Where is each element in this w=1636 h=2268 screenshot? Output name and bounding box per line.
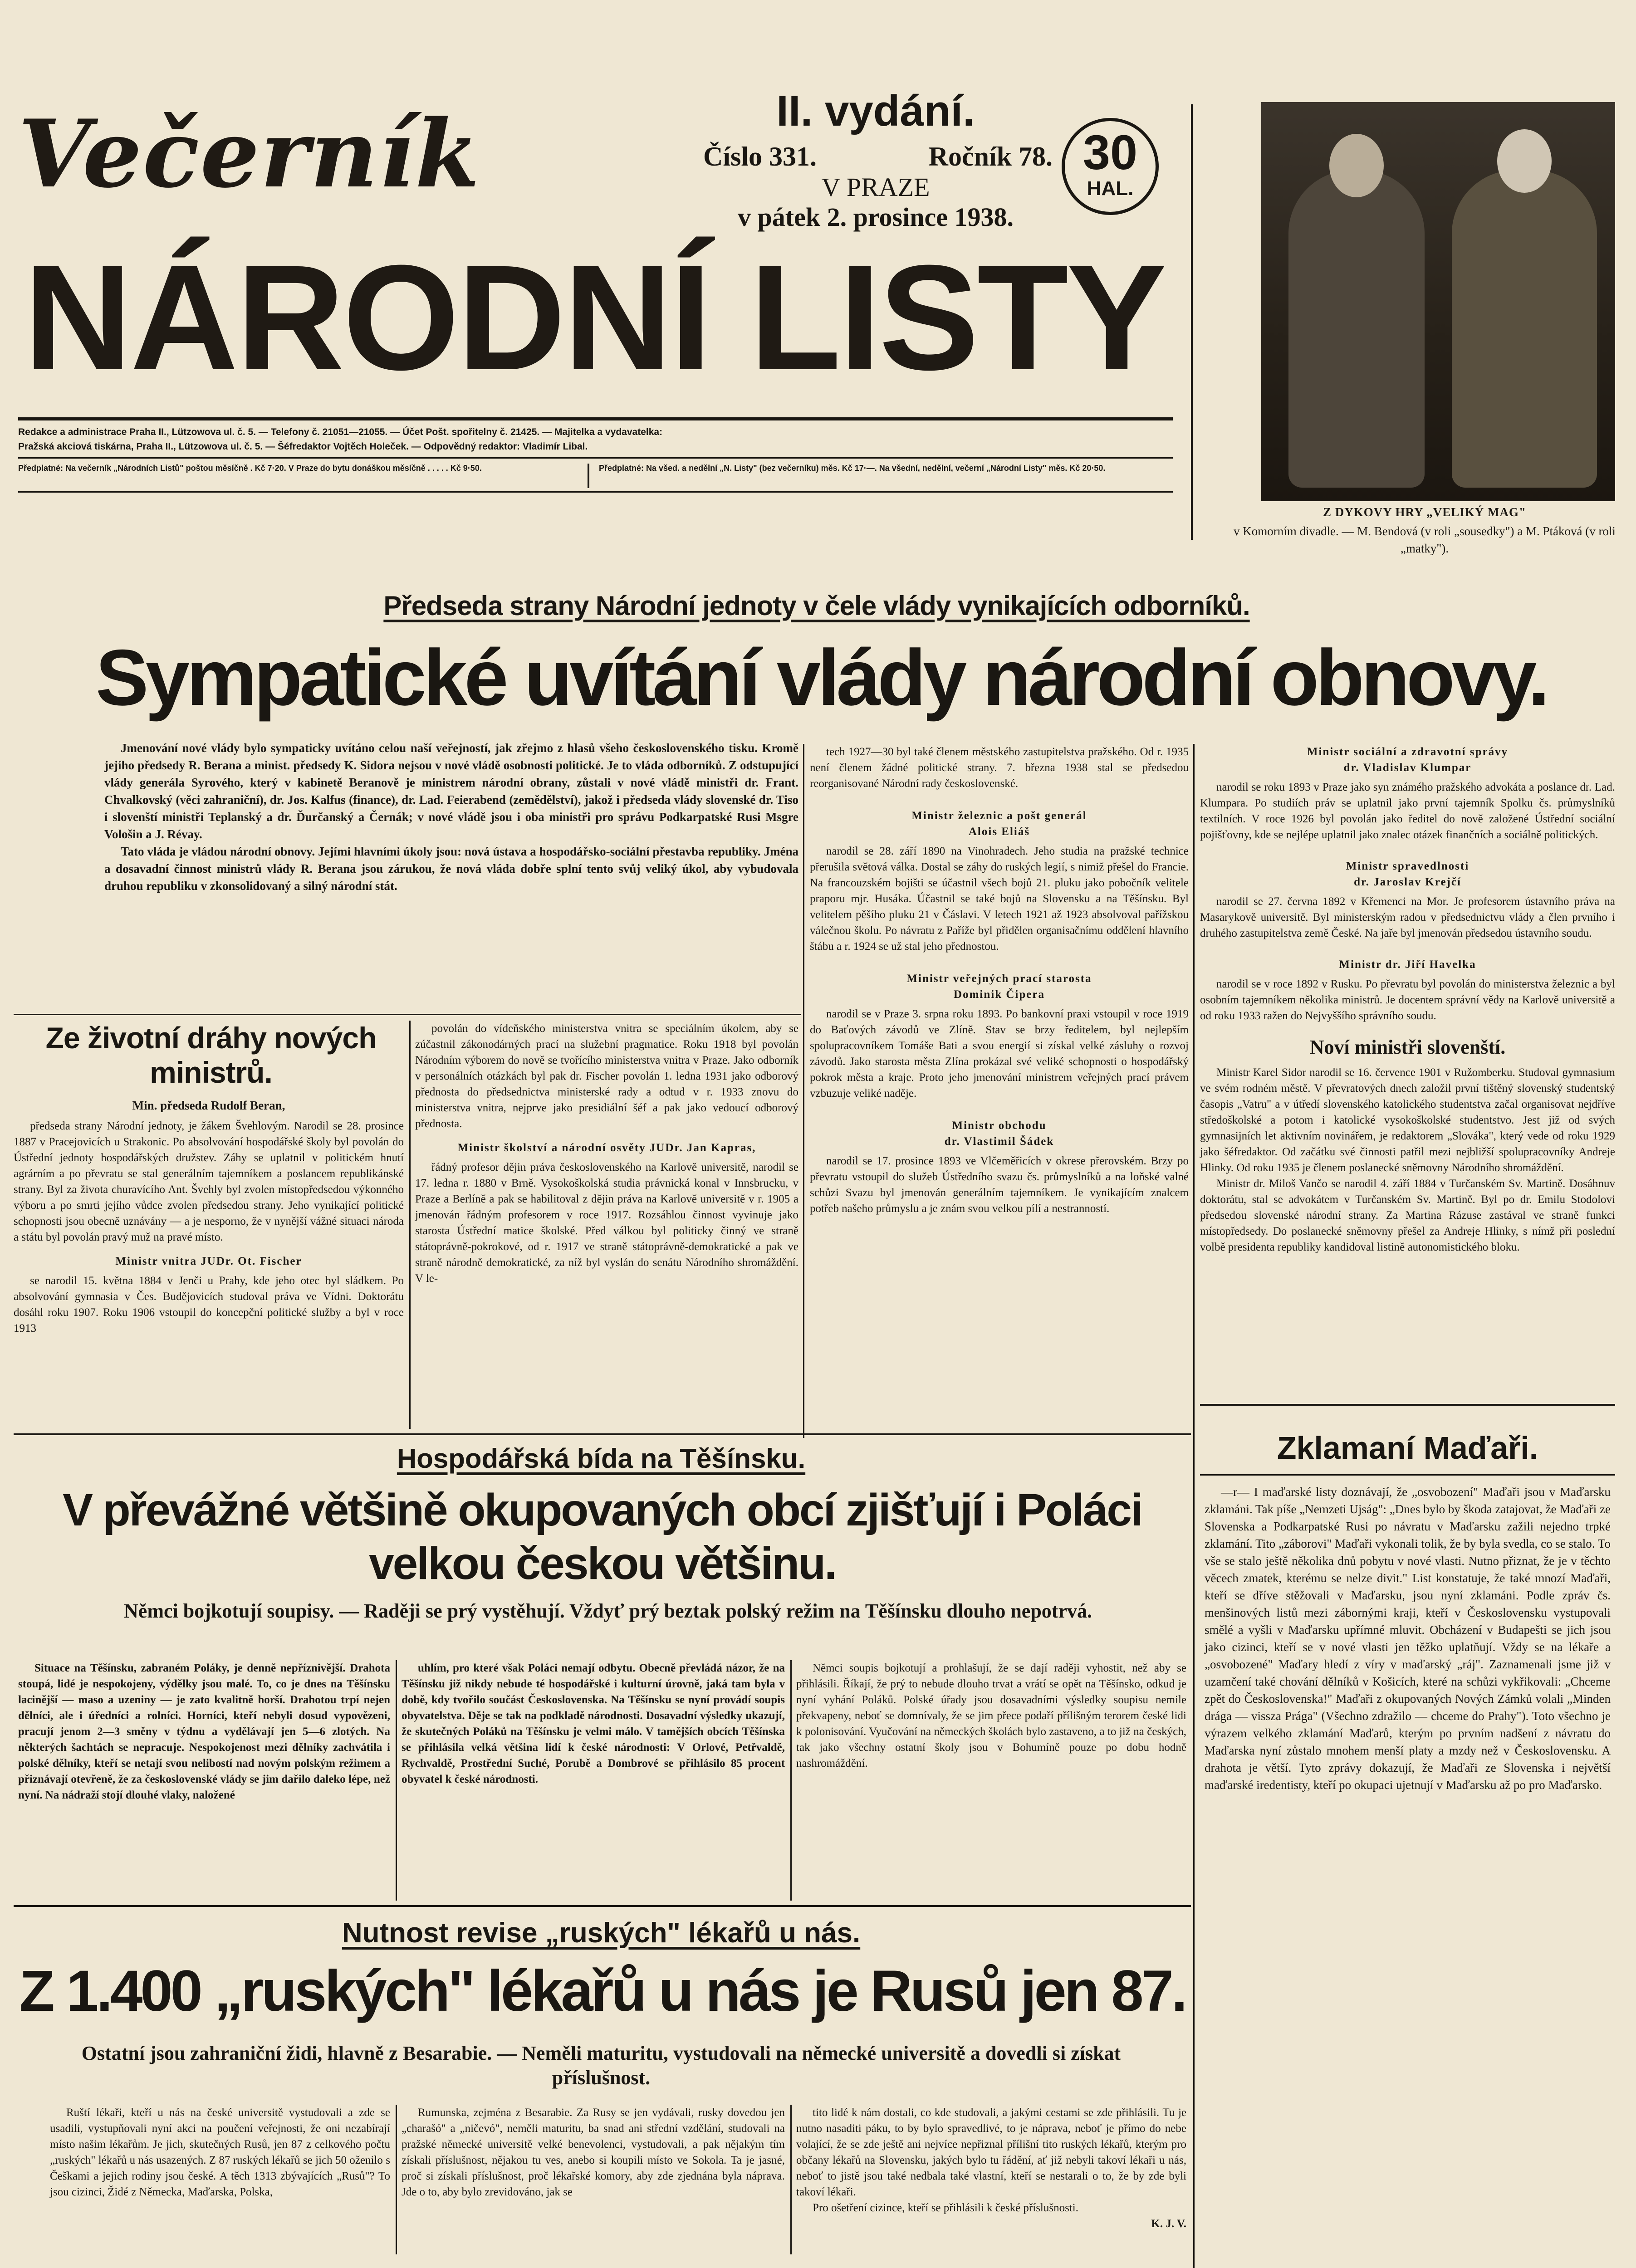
edition-label: II. vydání. — [776, 87, 975, 135]
imprint-line-1: Redakce a administrace Praha II., Lützowova ul. č. 5. — Telefony č. 21051—21055. — Účet Pošt. spořitelny č. 21425. — Majitelka a vydavatelka: — [18, 427, 663, 437]
lekari-col3-text: tito lidé k nám dostali, co kde studovali, a jakými cestami se zde přihlásili. Tu je nutno nasaditi páku, to by bylo spravedlivé, to je náprava, neboť je přímo do nebe volající, že se zde ještě ani nejvíce nepřiznal přílišní tito ruských lékařů, kterým pro občany lékařů na Slovensku, jakých bylo tu řádění, ať již nebyli takoví lékaři u nás, neboť to jistě jsou také nedbala také vlastní, kteří se nestarali o to, že by zde byli takoví lékaři. — [796, 2107, 1186, 2198]
zivot-col1 — [14, 1098, 404, 1336]
havelka-heading: Ministr dr. Jiří Havelka — [1339, 958, 1476, 971]
kapras-text: řádný profesor dějin práva československého na Karlově universitě, narodil se 17. ledna r. 1880 v Brně. Vysokoškolská studia právnická konal v Innsbrucku, v Praze a Berlíně a pak se habilitoval z dějin práva na Karlově universitě v r. 1905 a jmenován řádným profesorem v roce 1917. Rozsáhlou činnost vyvinuje jako starosta Ústřední matice školské. Před válkou byl politicky činný ve straně státoprávně-pokrokové, od r. 1917 ve straně státoprávně-demokratické a pak ve straně národně demokratické, za níž byl vyslán do senátu Národního shromáždění. V le- — [415, 1161, 798, 1285]
krejci-text: narodil se 27. června 1892 v Křemenci na Mor. Je profesorem ústavního práva na Masarykově universitě. Byl ministerským radou v předsednictvu vlády a člen prvního i druhého zastupitelstva země České. Na jaře byl jmenován předsedou ústavního soudu. — [1200, 895, 1615, 939]
kapras-heading: Ministr školství a národní osvěty JUDr. Jan Kapras, — [457, 1142, 756, 1154]
tesin-col3 — [796, 1660, 1186, 1771]
tesin-col2-text: uhlím, pro které však Poláci nemají odbytu. Obecně převládá názor, že na Těšínsku již nikdy nebude té hospodářské i kulturní úrovně, jaká tam byla v době, kdy tvořilo součást Československa. Na Těšínsku se nyní provádí soupis obyvatelstva. Děje se tak na podkladě národnosti. Dosavadní výsledky ukazují, že skutečných Poláků na Těšínsku je velmi málo. V tamějších obcích Těšínska se přihlásila velká většina lidí k české národnosti: V Orlové, Petřvaldě, Rychvaldě, Prostřední Suché, Porubě a Dombrové se přihlásilo 85 procent obyvatel k české národnosti. — [402, 1662, 785, 1785]
photo-figure-left-head — [1329, 134, 1384, 197]
zivot-col2 — [415, 1021, 798, 1286]
lekari-deck: Ostatní jsou zahraniční židi, hlavně z Besarabie. — Neměli maturitu, vystudovali na německé universitě a dovedli si získat příslušnost. — [81, 2042, 1121, 2089]
masthead — [18, 86, 1175, 562]
klumpar-text: narodil se roku 1893 v Praze jako syn známého pražského advokáta a poslance dr. Lad. Klumpara. Po studiích práv se uplatnil jako první tajemník Spolku čs. průmyslníků textilních. V roce 1926 byl povolán jako ředitel do nově založené Ústřední sociální pojišťovny, kde se nejlépe uplatnil jako znalec otázek finančních a sociálně politických. — [1200, 781, 1615, 841]
cipera-text: narodil se v Praze 3. srpna roku 1893. Po bankovní praxi vstoupil v roce 1919 do Baťových závodů ve Zlíně. Stav se brzy ředitelem, byl nejlepším spolupracovníkem Tomáše Bati a svou energií si získal velké zásluhy o rozvoj závodů. Jako starosta města Zlína prokázal své veliké schopnosti o hospodářský pokrok města a kraje. Proto jeho jmenování ministrem veřejných prací právem vzbuzuje veliké naděje. — [810, 1008, 1189, 1100]
price-value: 30 — [1083, 125, 1138, 180]
cipera-heading-2: Dominik Čipera — [954, 988, 1045, 1001]
photo-caption-text: v Komorním divadle. — M. Bendová (v roli „sousedky") a M. Ptáková (v roli „matky"). — [1234, 524, 1616, 555]
divider-lekari-1 — [396, 2105, 397, 2254]
lekari-col2 — [402, 2105, 785, 2200]
cipera-heading-1: Ministr veřejných prací starosta — [906, 973, 1092, 985]
vanco-text: Ministr dr. Miloš Vančo se narodil 4. září 1884 v Turčanském Sv. Martině. Dosáhnuv doktorátu, stal se advokátem v Turčanském Sv. Martině. Byl po dr. Emilu Stodolovi předsedou slovenské národní strany. Za Martina Rázuse zastával ve straně funkci místopředsedy. Do poslanecké sněmovny přešel za Andreje Hlinky, s nímž při poslední volbě presidenta republiky kandidoval listině autonomistického bloku. — [1200, 1178, 1615, 1253]
price-badge — [1062, 118, 1159, 215]
tesin-col3-text: Němci soupis bojkotují a prohlašují, že se dají raději vyhostit, než aby se přihlásili. Říkají, že prý to nebude dlouho trvat a vrátí se opět na Těšínsko, odkud je nyní vyhání Poláků. Polské úřady jsou dosavadními výsledky soupisu nemile překvapeny, neboť se domnívaly, že se jim přece podaří přílišným terorem české lidi k polonisování. Vyučování na německých školách bylo zastaveno, a to již na českých, tak jako všechny ostatní školy jsou v Bohumíně pouze po dobu hodně nashromáždění. — [796, 1662, 1186, 1769]
lekari-signature: K. J. V. — [1151, 2218, 1186, 2230]
masthead-rule-bottom — [18, 491, 1173, 493]
elias-text: narodil se 28. září 1890 na Vinohradech. Jeho studia na pražské technice přerušila světová válka. Dostal se záhy do ruských legií, s nimiž přešel do Francie. Na francouzském bojišti se účastnil všech bojů 21. pluku jako pobočník velitele praporu mjr. Husáka. Účastnil se také bojů na Slovensku a na Těšínsku. Byl velitelem pěšího pluku 21 v Čáslavi. V letech 1921 až 1923 absolvoval pařížskou válečnou školu. Po návratu z Paříže byl přidělen organisačnímu oddělení hlavního štábu a r. 1924 se už stal jeho přednostou. — [810, 845, 1189, 953]
sadek-heading-1: Ministr obchodu — [952, 1119, 1047, 1132]
lekari-col1 — [50, 2105, 390, 2200]
divider-madari-left — [1193, 1424, 1195, 2268]
issue-number: Číslo 331. — [703, 142, 817, 171]
divider-col3-col4 — [1193, 744, 1195, 1438]
rule-above-madari — [1200, 1404, 1615, 1406]
divider-lead-col3 — [803, 744, 804, 1438]
lekari-kicker: Nutnost revise „ruských" lékařů u nás. — [342, 1917, 861, 1949]
klumpar-heading-2: dr. Vladislav Klumpar — [1343, 762, 1472, 774]
lekari-col2-text: Rumunska, zejména z Besarabie. Za Rusy se jen vydávali, rusky dovedou jen „charašó" a „ničevó", neměli maturitu, ba snad ani střední vzdělání, studovali na pražské německé universitě velké benevolenci, vystudovali, a pak nějakým tím získali příslušnost, nějakou tu ves, anebo si koupili místo ve Sokola. Ta je jasné, proč si získali příslušnost, proč lékařské komory, aby zde zjednána byla náprava. Jde o to, aby bylo zrevidováno, jak se — [402, 2107, 785, 2198]
krejci-heading-1: Ministr spravedlnosti — [1346, 860, 1469, 872]
tesin-kicker: Hospodářská bída na Těšínsku. — [397, 1443, 806, 1474]
beran-heading: Min. předseda Rudolf Beran, — [132, 1099, 285, 1112]
volume-number: Ročník 78. — [928, 142, 1053, 171]
price-unit: HAL. — [1087, 177, 1134, 200]
elias-heading-1: Ministr železnic a pošt generál — [911, 810, 1087, 822]
lekari-headline: Z 1.400 „ruských" lékařů u nás je Rusů jen 87. — [19, 1959, 1185, 2024]
lead-intro — [104, 739, 798, 894]
rule-above-lekari — [14, 1905, 1191, 1907]
issue-date: v pátek 2. prosince 1938. — [738, 202, 1014, 232]
masthead-rule-mid — [18, 457, 1173, 459]
photo-caption-title: Z DYKOVY HRY „VELIKÝ MAG" — [1323, 505, 1527, 519]
lekari-col3 — [796, 2105, 1186, 2232]
rule-below-madari-heading — [1200, 1474, 1615, 1476]
masthead-main-title: NÁRODNÍ LISTY — [24, 234, 1165, 401]
sadek-text: narodil se 17. prosince 1893 ve Vlčeměřicích v okrese přerovském. Brzy po převratu vstoupil do služeb Ústředního svazu čs. průmyslníků a na loňské valné schůzi Svazu byl jmenován generálním tajemníkem. Je vynikajícím znalcem potřeb našeho průmyslu a je znám svou velkou pílí a nestranností. — [810, 1155, 1189, 1215]
theatre-photo — [1261, 102, 1615, 501]
masthead-script-title: Večerník — [18, 100, 480, 209]
tesin-col2 — [402, 1660, 785, 1787]
ministers-col4 — [1200, 744, 1615, 1255]
beran-text: předseda strany Národní jednoty, je žákem Švehlovým. Narodil se 28. prosince 1887 v Pracejovicích u Strakonic. Po absolvování hospodářské školy byl povolán do Ústřední jednoty hospodářských družstev. Záhy se uplatnil v politickém hnutí agrárním a po převratu se stal generálním tajemníkem a poslancem republikánské strany. Byl za života churavícího Ant. Švehly byl zvolen místopředsedou výkonného výboru a po smrti jejího vůdce zvolen předsedou strany. Jeho vynikající politické schopnosti jsou obecně uznávány — a je nesporno, že v nynější vážné situaci národa a státu byl povolán pravý muž na pravé místo. — [14, 1120, 404, 1243]
klumpar-heading-1: Ministr sociální a zdravotní správy — [1307, 746, 1509, 758]
divider-lekari-2 — [790, 2105, 792, 2254]
tesin-deck: Němci bojkotují soupisy. — Raději se prý vystěhují. Vždyť prý beztak polský režim na Těšínsku dlouho nepotrvá. — [124, 1600, 1092, 1622]
masthead-rule-top — [18, 417, 1173, 420]
sidor-text: Ministr Karel Sidor narodil se 16. července 1901 v Ružomberku. Studoval gymnasium ve svém rodném městě. V převratových dnech založil první tištěný slovenský studentský časopis „Vatru" a v útředí slovenského katolického studentstva začal organisovat nejdříve středoškolské a potom i katolické vysokoškolské studentstvo. Jest již od svých gymnasijních let aktivním novinářem, je redaktorem „Slováka", který vede od roku 1929 jako šéfredaktor. Od začátku své činnosti patřil mezi nejbližší spolupracovníky Andreje Hlinky. Od roku 1935 je členem poslanecké sněmovny Národního shromáždění. — [1200, 1066, 1615, 1174]
subscription-2: Předplatné: Na všed. a nedělní „N. Listy" (bez večerníku) měs. Kč 17·—. Na všední, nedělní, večerní „Národní Listy" měs. Kč 20·50. — [599, 464, 1106, 473]
lekari-col3-end: Pro ošetření cizince, kteří se přihlásili k české příslušnosti. — [813, 2202, 1078, 2214]
imprint-line-2: Pražská akciová tiskárna, Praha II., Lützowova ul. č. 5. — Šéfredaktor Vojtěch Holeček. — Odpovědný redaktor: Vladimír Libal. — [18, 441, 588, 452]
tesin-col1 — [18, 1660, 390, 1803]
krejci-heading-2: dr. Jaroslav Krejčí — [1354, 876, 1461, 888]
madari-heading: Zklamaní Maďaři. — [1277, 1430, 1538, 1466]
tesin-headline: V převážné většině okupovaných obcí zjišťují i Poláci velkou českou většinu. — [63, 1485, 1142, 1589]
city: V PRAZE — [821, 172, 930, 202]
photo-column-divider — [1191, 104, 1193, 540]
lead-kicker: Předseda strany Národní jednoty v čele vlády vynikajících odborníků. — [383, 591, 1250, 621]
subscription-divider — [588, 464, 589, 488]
rule-above-tesin — [14, 1433, 1191, 1435]
fischer-text: se narodil 15. května 1884 v Jenči u Prahy, kde jeho otec byl sládkem. Po absolvování gymnasia v Čes. Budějovicích studoval práva ve Vídni. Doktorátu dosáhl roku 1907. Roku 1906 vstoupil do koncepční politické služby a byl v roce 1913 — [14, 1275, 404, 1334]
photo-figure-right-head — [1497, 129, 1552, 193]
divider-zivot-cols — [409, 1021, 411, 1429]
zivot-heading: Ze životní dráhy nových ministrů. — [45, 1021, 377, 1089]
ministers-col3 — [810, 744, 1189, 1217]
divider-tesin-1 — [396, 1660, 397, 1901]
rule-above-zivot — [14, 1014, 801, 1015]
photo-figure-left — [1288, 170, 1425, 488]
madari-col — [1205, 1483, 1611, 1794]
lead-headline: Sympatické uvítání vlády národní obnovy. — [95, 634, 1547, 722]
madari-text: —r— I maďarské listy doznávají, že „osvobození" Maďaři jsou v Maďarsku zklamáni. Tak píše „Nemzeti Ujság": „Dnes bylo by škoda zatajovat, že Maďaři ze Slovenska a Podkarpatské Rusi po návratu v Maďarsku zažili nejedno trpké zklamání. Tito „záborovi" Maďaři vykonali tolik, že by byla svedla, co se stalo. To vše se stalo ještě několika dnů pobytu v nové vlasti. Nutno přiznat, že je v těchto věcech zmatek, kterému se nelze divit." List konstatuje, že také mnozí Maďaři, kteří se dříve stěžovali v Maďarsku, jsou nyní zklamáni. Podle zpráv čs. menšinových listů mezi zábornými kraji, kteří v Československu vystupovali smělé a vyšli v Maďarsku upřímné mluvit. Obcházení v Budapešti se jich jsou jako cizinci, kteří se v nové vlasti jen těžko uplatňují. Vždy se na lékaře a „osvobozené" Maďary hledí z víry v maďarský „ráj". Zaznamenali jsme již v uzamčení také chování dělníků v Košicích, které na schůzi vykřikovali: „Chceme zpět do Československa!" Maďaři z okupovaných Nových Zámků volali „Minden drága — vissza Prága" (Všechno zdražilo — chceme do Prahy"). Toto všechno je výrazem velkého zklamání Maďarů, kterým po prvním nadšení z návratu do Maďarska nyní zůstalo mnohem menší platy a mzdy než v Československu. A drahota je větší. Tyto zprávy dokazují, že Maďaři ze Slovenska i největší maďarské iredentisty, kteří po okupaci ujetnují v Maďarsku až po pro Maďarsko. — [1205, 1485, 1611, 1792]
divider-tesin-2 — [790, 1660, 792, 1901]
slovak-ministers-heading: Noví ministři slovenští. — [1309, 1036, 1506, 1058]
subscription-1: Předplatné: Na večerník „Národních Listů" poštou měsíčně . Kč 7·20. V Praze do bytu donáškou měsíčně . . . . . Kč 9·50. — [18, 464, 482, 473]
photo-figure-right — [1452, 170, 1597, 488]
fischer-heading: Ministr vnitra JUDr. Ot. Fischer — [115, 1255, 302, 1267]
elias-heading-2: Alois Eliáš — [968, 826, 1030, 838]
fischer-text-cont: povolán do vídeňského ministerstva vnitra se speciálním úkolem, aby se zúčastnil zákonodárných prací na služební pragmatice. Roku 1918 byl povolán Národním výborem do nově se tvořícího ministerstva vnitra v Praze. Jako odborník v personálních otázkách byl pak dr. Fischer povolán 1. ledna 1931 jako odborový přednosta do předsednictva ministerské rady a odtud v r. 1933 znovu do ministerstva vnitra, nejprve jako presidiální šéf a pak jako vedoucí odborový přednosta. — [415, 1022, 798, 1130]
lead-intro-p2: Tato vláda je vládou národní obnovy. Jejími hlavními úkoly jsou: nová ústava a hospodářsko-sociální přestavba republiky. Jména a dosavadní činnost ministrů vlády R. Berana jsou zárukou, že nová vláda dobře splní tento svůj veliký úkol, aby vybudovala druhou republiku v zkonsolidovaný a silný národní stát. — [104, 845, 798, 893]
havelka-text: narodil se v roce 1892 v Rusku. Po převratu byl povolán do ministerstva železnic a byl osobním tajemníkem několika ministrů. Je docentem správní vědy na Karlově universitě a od roku 1933 ražen do Nejvyššího správního soudu. — [1200, 978, 1615, 1022]
tesin-col1-text: Situace na Těšínsku, zabraném Poláky, je denně nepříznivější. Drahota stoupá, lidé je nespokojeny, výdělky jsou malé. To, co je dnes na Těšínsku lacinější — maso a uzeniny — je zato kvalitně horší. Drahotou trpí nejen dělníci, ale i úředníci a rolníci. Horníci, kteří nebyli dosud vypovězeni, pracují jenom 2—3 směny v týdnu a vydělávají jen 5—6 zlotých. Na některých šachtách se nepracuje. Nespokojenost mezi dělníky zachvátila i polské dělníky, kteří se netají svou nelibostí nad novým polským režimem a přiznávají otevřeně, že za československé vlády se jim dařilo daleko lépe, než nyní. Na nádraží stojí dlouhé vlaky, naložené — [18, 1662, 390, 1801]
sadek-heading-2: dr. Vlastimil Šádek — [944, 1135, 1054, 1148]
lead-intro-p1: Jmenování nové vlády bylo sympaticky uvítáno celou naší veřejností, jak zřejmo z hlasů všeho československého tisku. Kromě jejího předsedy R. Berana a minist. předsedy K. Sidora nejsou v nové vládě osobnosti politické. Je to vláda odborníků. Z odstupující vlády generála Syrového, který v kabinetě Beranově je ministrem národní obrany, zůstali v nové vládě ministři dr. Frant. Chvalkovský (věci zahraniční), dr. Jos. Kalfus (finance), dr. Lad. Feierabend (zemědělství), jakož i předseda vlády slovenské dr. Tiso i slovenští ministři Teplanský a dr. Ďurčanský a Černák; v nové vládě jsou i oba ministři pro správu Podkarpatské Rusi Msgre Vološin a J. Révay. — [104, 741, 798, 841]
lekari-col1-text: Ruští lékaři, kteří u nás na české universitě vystudovali a zde se usadili, vystupňovali nyní akci na poučení veřejnosti, že oni nezabírají místo našim lékařům. Je jich, skutečných Rusů, jen 87 z celkového počtu „ruských" lékařů u nás usazených. Z 87 ruských lékařů se jich 50 oženilo s Češkami a jejich rodiny jsou české. A těch 1313 zbývajících „Rusů"? To jsou cizinci, Židé z Německa, Maďarska, Polska, — [50, 2107, 390, 2198]
kapras-text-end: tech 1927—30 byl také členem městského zastupitelstva pražského. Od r. 1935 není členem žádné politické strany. 7. března 1938 stal se předsedou reorganisované Národní rady československé. — [810, 746, 1189, 790]
